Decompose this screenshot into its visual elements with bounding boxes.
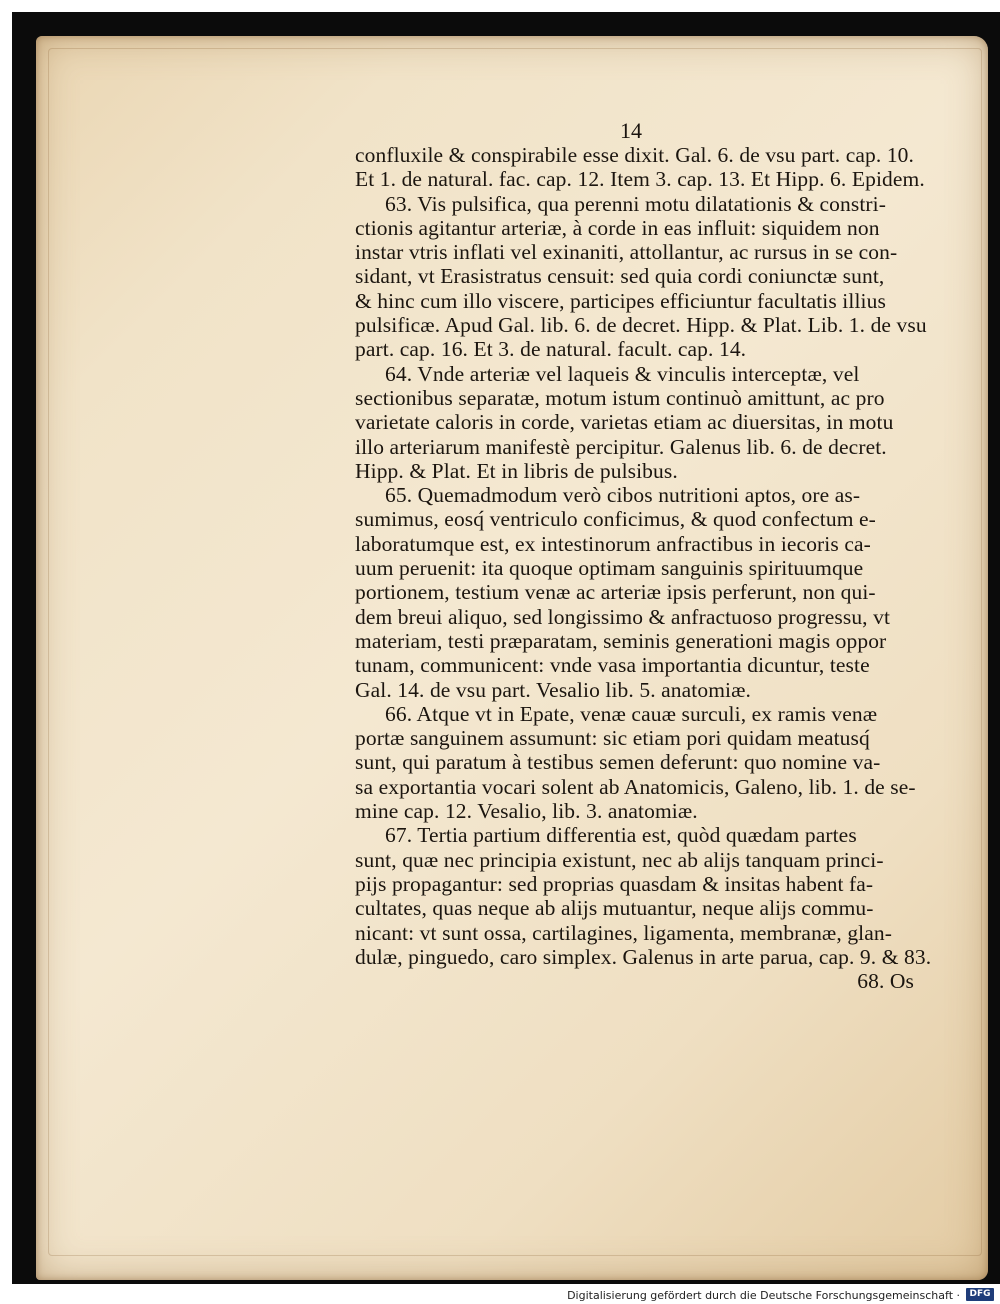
text-line: nicant: vt sunt ossa, cartilagines, ligamenta, membranæ, glan- xyxy=(355,920,892,945)
text-line: materiam, testi præparatam, seminis generationi magis oppor xyxy=(355,628,887,653)
text-line: ctionis agitantur arteriæ, à corde in eas influit: siquidem non xyxy=(355,215,880,240)
text-line: dem breui aliquo, sed longissimo & anfractuoso progressu, vt xyxy=(355,604,891,629)
catchword: 68. Os xyxy=(857,969,914,994)
text-line: 64. Vnde arteriæ vel laqueis & vinculis interceptæ, vel xyxy=(385,361,860,386)
text-line: Gal. 14. de vsu part. Vesalio lib. 5. anatomiæ. xyxy=(355,677,752,702)
text-line: & hinc cum illo viscere, participes efficiuntur facultatis illius xyxy=(355,288,886,313)
text-line: illo arteriarum manifestè percipitur. Galenus lib. 6. de decret. xyxy=(355,434,887,459)
text-line: portæ sanguinem assumunt: sic etiam pori quidam meatusq́ xyxy=(355,726,870,751)
text-line: tunam, communicent: vnde vasa importantia dicuntur, teste xyxy=(355,653,870,678)
text-line: laboratumque est, ex intestinorum anfractibus in iecoris ca- xyxy=(355,531,871,556)
text-line: confluxile & conspirabile esse dixit. Gal. 6. de vsu part. cap. 10. xyxy=(355,143,914,167)
text-line: sectionibus separatæ, motum istum continuò amittunt, ac pro xyxy=(355,385,885,410)
text-line: Hipp. & Plat. Et in libris de pulsibus. xyxy=(355,458,678,483)
text-line: varietate caloris in corde, varietas etiam ac diuersitas, in motu xyxy=(355,410,894,435)
text-line: 65. Quemadmodum verò cibos nutritioni aptos, ore as- xyxy=(385,483,861,508)
body-text xyxy=(355,143,932,994)
text-line: Et 1. de natural. fac. cap. 12. Item 3. cap. 13. Et Hipp. 6. Epidem. xyxy=(355,167,925,192)
text-line: sunt, quæ nec principia existunt, nec ab alijs tanquam princi- xyxy=(355,847,884,872)
page-number: 14 xyxy=(620,118,642,143)
footer-bar xyxy=(0,1286,1000,1304)
text-line: pijs propagantur: sed proprias quasdam & insitas habent fa- xyxy=(355,871,874,896)
text-line: 63. Vis pulsifica, qua perenni motu dilatationis & constri- xyxy=(385,191,887,216)
text-line: uum peruenit: ita quoque optimam sanguinis spirituumque xyxy=(355,556,864,581)
text-line: 67. Tertia partium differentia est, quòd quædam partes xyxy=(385,823,857,848)
text-line: sa exportantia vocari solent ab Anatomicis, Galeno, lib. 1. de se- xyxy=(355,774,916,799)
text-line: mine cap. 12. Vesalio, lib. 3. anatomiæ. xyxy=(355,799,698,824)
text-line: cultates, quas neque ab alijs mutuantur, neque alijs commu- xyxy=(355,896,874,921)
text-line: sunt, qui paratum à testibus semen deferunt: quo nomine va- xyxy=(355,750,881,775)
text-line: pulsificæ. Apud Gal. lib. 6. de decret. Hipp. & Plat. Lib. 1. de vsu xyxy=(355,313,927,338)
footer-credit: Digitalisierung gefördert durch die Deutsche Forschungsgemeinschaft · xyxy=(567,1289,960,1302)
text-line: 66. Atque vt in Epate, venæ cauæ surculi, ex ramis venæ xyxy=(385,701,878,726)
dfg-logo-icon: DFG xyxy=(966,1288,994,1301)
text-line: sidant, vt Erasistratus censuit: sed quia cordi coniunctæ sunt, xyxy=(355,264,885,289)
text-line: portionem, testium venæ ac arteriæ ipsis perferunt, non qui- xyxy=(355,580,876,605)
text-line: instar vtris inflati vel exinaniti, attollantur, ac rursus in se con- xyxy=(355,240,898,265)
text-line: part. cap. 16. Et 3. de natural. facult. cap. 14. xyxy=(355,337,747,362)
text-line: sumimus, eosq́ ventriculo conficimus, & quod confectum e- xyxy=(355,507,876,532)
text-line: dulæ, pinguedo, caro simplex. Galenus in arte parua, cap. 9. & 83. xyxy=(355,944,932,969)
